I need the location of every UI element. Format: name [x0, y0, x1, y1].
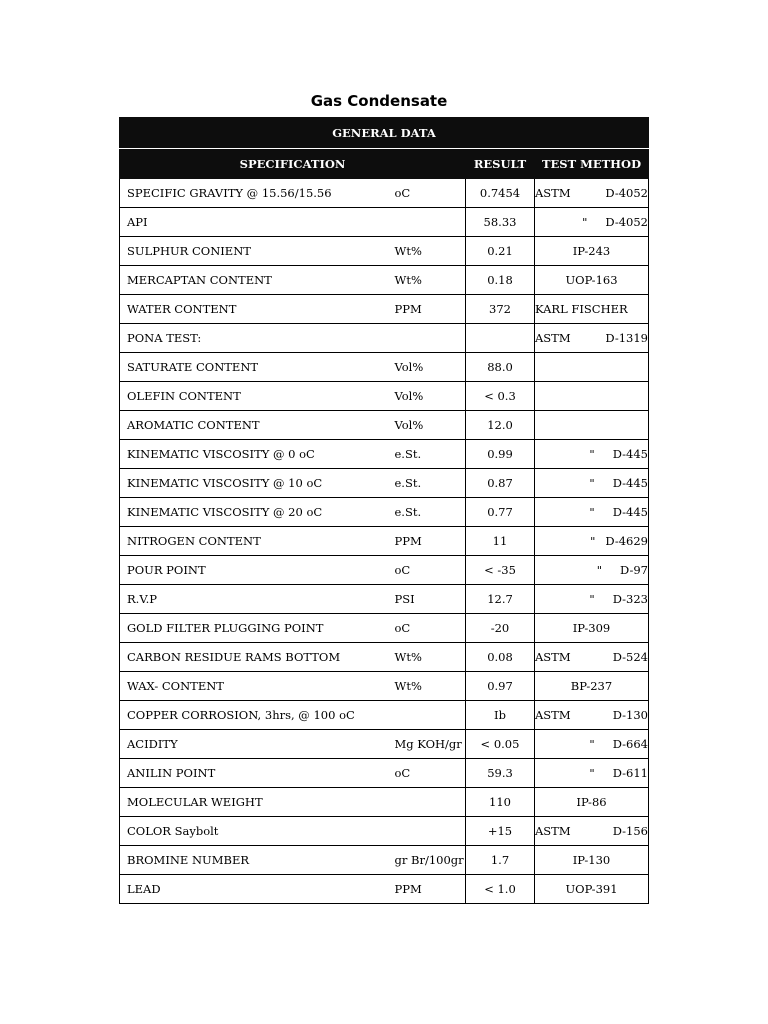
specification-cell: BROMINE NUMBER [120, 846, 389, 875]
result-cell: 0.97 [466, 672, 535, 701]
result-cell: < 0.05 [466, 730, 535, 759]
unit-cell: Mg KOH/gr [389, 730, 466, 759]
result-cell: 12.7 [466, 585, 535, 614]
test-method-primary: ASTM [535, 708, 571, 722]
test-method-primary: ASTM [535, 331, 571, 345]
unit-cell: Wt% [389, 672, 466, 701]
test-method-secondary: D-156 [612, 824, 648, 838]
test-method-column-header: TEST METHOD [535, 149, 649, 179]
result-cell: < -35 [466, 556, 535, 585]
specification-cell: NITROGEN CONTENT [120, 527, 389, 556]
test-method-primary: " [589, 505, 595, 519]
unit-cell: oC [389, 759, 466, 788]
table-row [120, 469, 649, 498]
result-cell: 0.77 [466, 498, 535, 527]
test-method-secondary: D-445 [612, 505, 648, 519]
test-method-primary: UOP-163 [565, 273, 618, 287]
unit-cell: e.St. [389, 440, 466, 469]
result-cell: < 1.0 [466, 875, 535, 904]
result-cell: < 0.3 [466, 382, 535, 411]
test-method-cell [535, 208, 649, 237]
unit-cell: PSI [389, 585, 466, 614]
test-method-primary: " [589, 737, 595, 751]
test-method-primary: UOP-391 [565, 882, 618, 896]
test-method-primary: KARL FISCHER [535, 302, 628, 316]
result-cell: 0.87 [466, 469, 535, 498]
unit-cell: PPM [389, 295, 466, 324]
test-method-primary: " [589, 592, 595, 606]
table-row [120, 440, 649, 469]
test-method-secondary: D-524 [612, 650, 648, 664]
test-method-cell [535, 237, 649, 266]
test-method-cell [535, 411, 649, 440]
specification-cell: SATURATE CONTENT [120, 353, 389, 382]
test-method-secondary: D-445 [612, 447, 648, 461]
specification-cell: POUR POINT [120, 556, 389, 585]
specification-cell: CARBON RESIDUE RAMS BOTTOM [120, 643, 389, 672]
general-data-row [120, 118, 649, 149]
unit-cell [389, 701, 466, 730]
specification-cell: KINEMATIC VISCOSITY @ 0 oC [120, 440, 389, 469]
result-cell: 58.33 [466, 208, 535, 237]
test-method-cell [535, 846, 649, 875]
table-header [120, 118, 649, 179]
test-method-cell [535, 440, 649, 469]
result-cell: 110 [466, 788, 535, 817]
table-row [120, 846, 649, 875]
specification-cell: WAX- CONTENT [120, 672, 389, 701]
specification-column-header: SPECIFICATION [120, 149, 466, 179]
specification-cell: SULPHUR CONIENT [120, 237, 389, 266]
table-row [120, 353, 649, 382]
result-cell: 0.7454 [466, 179, 535, 208]
table-row [120, 875, 649, 904]
unit-cell [389, 208, 466, 237]
result-cell: 12.0 [466, 411, 535, 440]
result-cell: 0.18 [466, 266, 535, 295]
test-method-secondary: D-664 [612, 737, 648, 751]
test-method-cell [535, 672, 649, 701]
table-row [120, 324, 649, 353]
result-cell: +15 [466, 817, 535, 846]
specification-cell: ANILIN POINT [120, 759, 389, 788]
table-row [120, 498, 649, 527]
test-method-primary: ASTM [535, 186, 571, 200]
table-row [120, 208, 649, 237]
unit-cell [389, 324, 466, 353]
table-row [120, 585, 649, 614]
table-row [120, 527, 649, 556]
test-method-primary: " [589, 447, 595, 461]
test-method-primary: IP-309 [572, 621, 611, 635]
unit-cell [389, 788, 466, 817]
table-row [120, 411, 649, 440]
unit-cell: PPM [389, 527, 466, 556]
test-method-cell [535, 788, 649, 817]
test-method-cell [535, 179, 649, 208]
test-method-secondary: D-1319 [605, 331, 648, 345]
test-method-secondary: D-4052 [605, 186, 648, 200]
unit-cell: PPM [389, 875, 466, 904]
specification-cell: WATER CONTENT [120, 295, 389, 324]
unit-cell: Vol% [389, 411, 466, 440]
specification-cell: GOLD FILTER PLUGGING POINT [120, 614, 389, 643]
test-method-cell [535, 382, 649, 411]
specification-cell: COPPER CORROSION, 3hrs, @ 100 oC [120, 701, 389, 730]
specification-cell: MERCAPTAN CONTENT [120, 266, 389, 295]
specification-cell: ACIDITY [120, 730, 389, 759]
result-cell: 0.08 [466, 643, 535, 672]
test-method-primary: IP-130 [572, 853, 611, 867]
unit-cell: e.St. [389, 498, 466, 527]
test-method-secondary: D-445 [612, 476, 648, 490]
table-row [120, 237, 649, 266]
test-method-cell [535, 469, 649, 498]
table-body [120, 179, 649, 904]
test-method-secondary: D-130 [612, 708, 648, 722]
test-method-secondary: D-323 [612, 592, 648, 606]
result-cell: -20 [466, 614, 535, 643]
specification-cell: API [120, 208, 389, 237]
test-method-cell [535, 701, 649, 730]
test-method-primary: ASTM [535, 824, 571, 838]
result-cell: 1.7 [466, 846, 535, 875]
table-row [120, 730, 649, 759]
test-method-secondary: D-611 [612, 766, 648, 780]
table-row [120, 266, 649, 295]
unit-cell: Vol% [389, 353, 466, 382]
result-column-header: RESULT [466, 149, 535, 179]
result-cell: 59.3 [466, 759, 535, 788]
unit-cell: Wt% [389, 266, 466, 295]
test-method-secondary: D-97 [620, 563, 648, 577]
test-method-cell [535, 498, 649, 527]
test-method-cell [535, 817, 649, 846]
result-cell: Ib [466, 701, 535, 730]
test-method-primary: " [596, 563, 603, 577]
unit-cell: Wt% [389, 643, 466, 672]
specification-cell: SPECIFIC GRAVITY @ 15.56/15.56 [120, 179, 389, 208]
test-method-primary: IP-86 [576, 795, 607, 809]
table-row [120, 701, 649, 730]
test-method-cell [535, 875, 649, 904]
specification-cell: R.V.P [120, 585, 389, 614]
specification-cell: MOLECULAR WEIGHT [120, 788, 389, 817]
test-method-secondary: D-4629 [605, 534, 648, 548]
general-data-header: GENERAL DATA [120, 118, 649, 149]
result-cell: 11 [466, 527, 535, 556]
test-method-cell [535, 266, 649, 295]
specification-cell: AROMATIC CONTENT [120, 411, 389, 440]
table-row [120, 672, 649, 701]
test-method-primary: " [590, 534, 596, 548]
unit-cell: oC [389, 556, 466, 585]
test-method-primary: ASTM [535, 650, 571, 664]
unit-cell: oC [389, 614, 466, 643]
table-row [120, 295, 649, 324]
table-row [120, 788, 649, 817]
spec-table [119, 117, 649, 904]
test-method-cell [535, 295, 649, 324]
specification-cell: KINEMATIC VISCOSITY @ 10 oC [120, 469, 389, 498]
test-method-primary: BP-237 [570, 679, 613, 693]
test-method-secondary: D-4052 [605, 215, 648, 229]
test-method-cell [535, 527, 649, 556]
test-method-cell [535, 759, 649, 788]
specification-cell: LEAD [120, 875, 389, 904]
unit-cell: gr Br/100gr [389, 846, 466, 875]
unit-cell [389, 817, 466, 846]
result-cell: 0.21 [466, 237, 535, 266]
result-cell: 88.0 [466, 353, 535, 382]
specification-cell: KINEMATIC VISCOSITY @ 20 oC [120, 498, 389, 527]
table-row [120, 382, 649, 411]
result-cell: 0.99 [466, 440, 535, 469]
specification-cell: COLOR Saybolt [120, 817, 389, 846]
test-method-primary: IP-243 [572, 244, 611, 258]
document-title: Gas Condensate [310, 92, 448, 110]
unit-cell: e.St. [389, 469, 466, 498]
test-method-primary: " [589, 476, 595, 490]
table-row [120, 759, 649, 788]
specification-cell: PONA TEST: [120, 324, 389, 353]
test-method-primary: " [589, 766, 595, 780]
test-method-cell [535, 614, 649, 643]
test-method-cell [535, 643, 649, 672]
unit-cell: Wt% [389, 237, 466, 266]
test-method-cell [535, 556, 649, 585]
table-row [120, 817, 649, 846]
unit-cell: Vol% [389, 382, 466, 411]
table-row [120, 643, 649, 672]
column-header-row [120, 149, 649, 179]
test-method-primary: " [582, 215, 588, 229]
test-method-cell [535, 730, 649, 759]
table-row [120, 614, 649, 643]
result-cell: 372 [466, 295, 535, 324]
test-method-cell [535, 585, 649, 614]
test-method-cell [535, 324, 649, 353]
unit-cell: oC [389, 179, 466, 208]
result-cell [466, 324, 535, 353]
specification-cell: OLEFIN CONTENT [120, 382, 389, 411]
table-row [120, 179, 649, 208]
test-method-cell [535, 353, 649, 382]
table-row [120, 556, 649, 585]
